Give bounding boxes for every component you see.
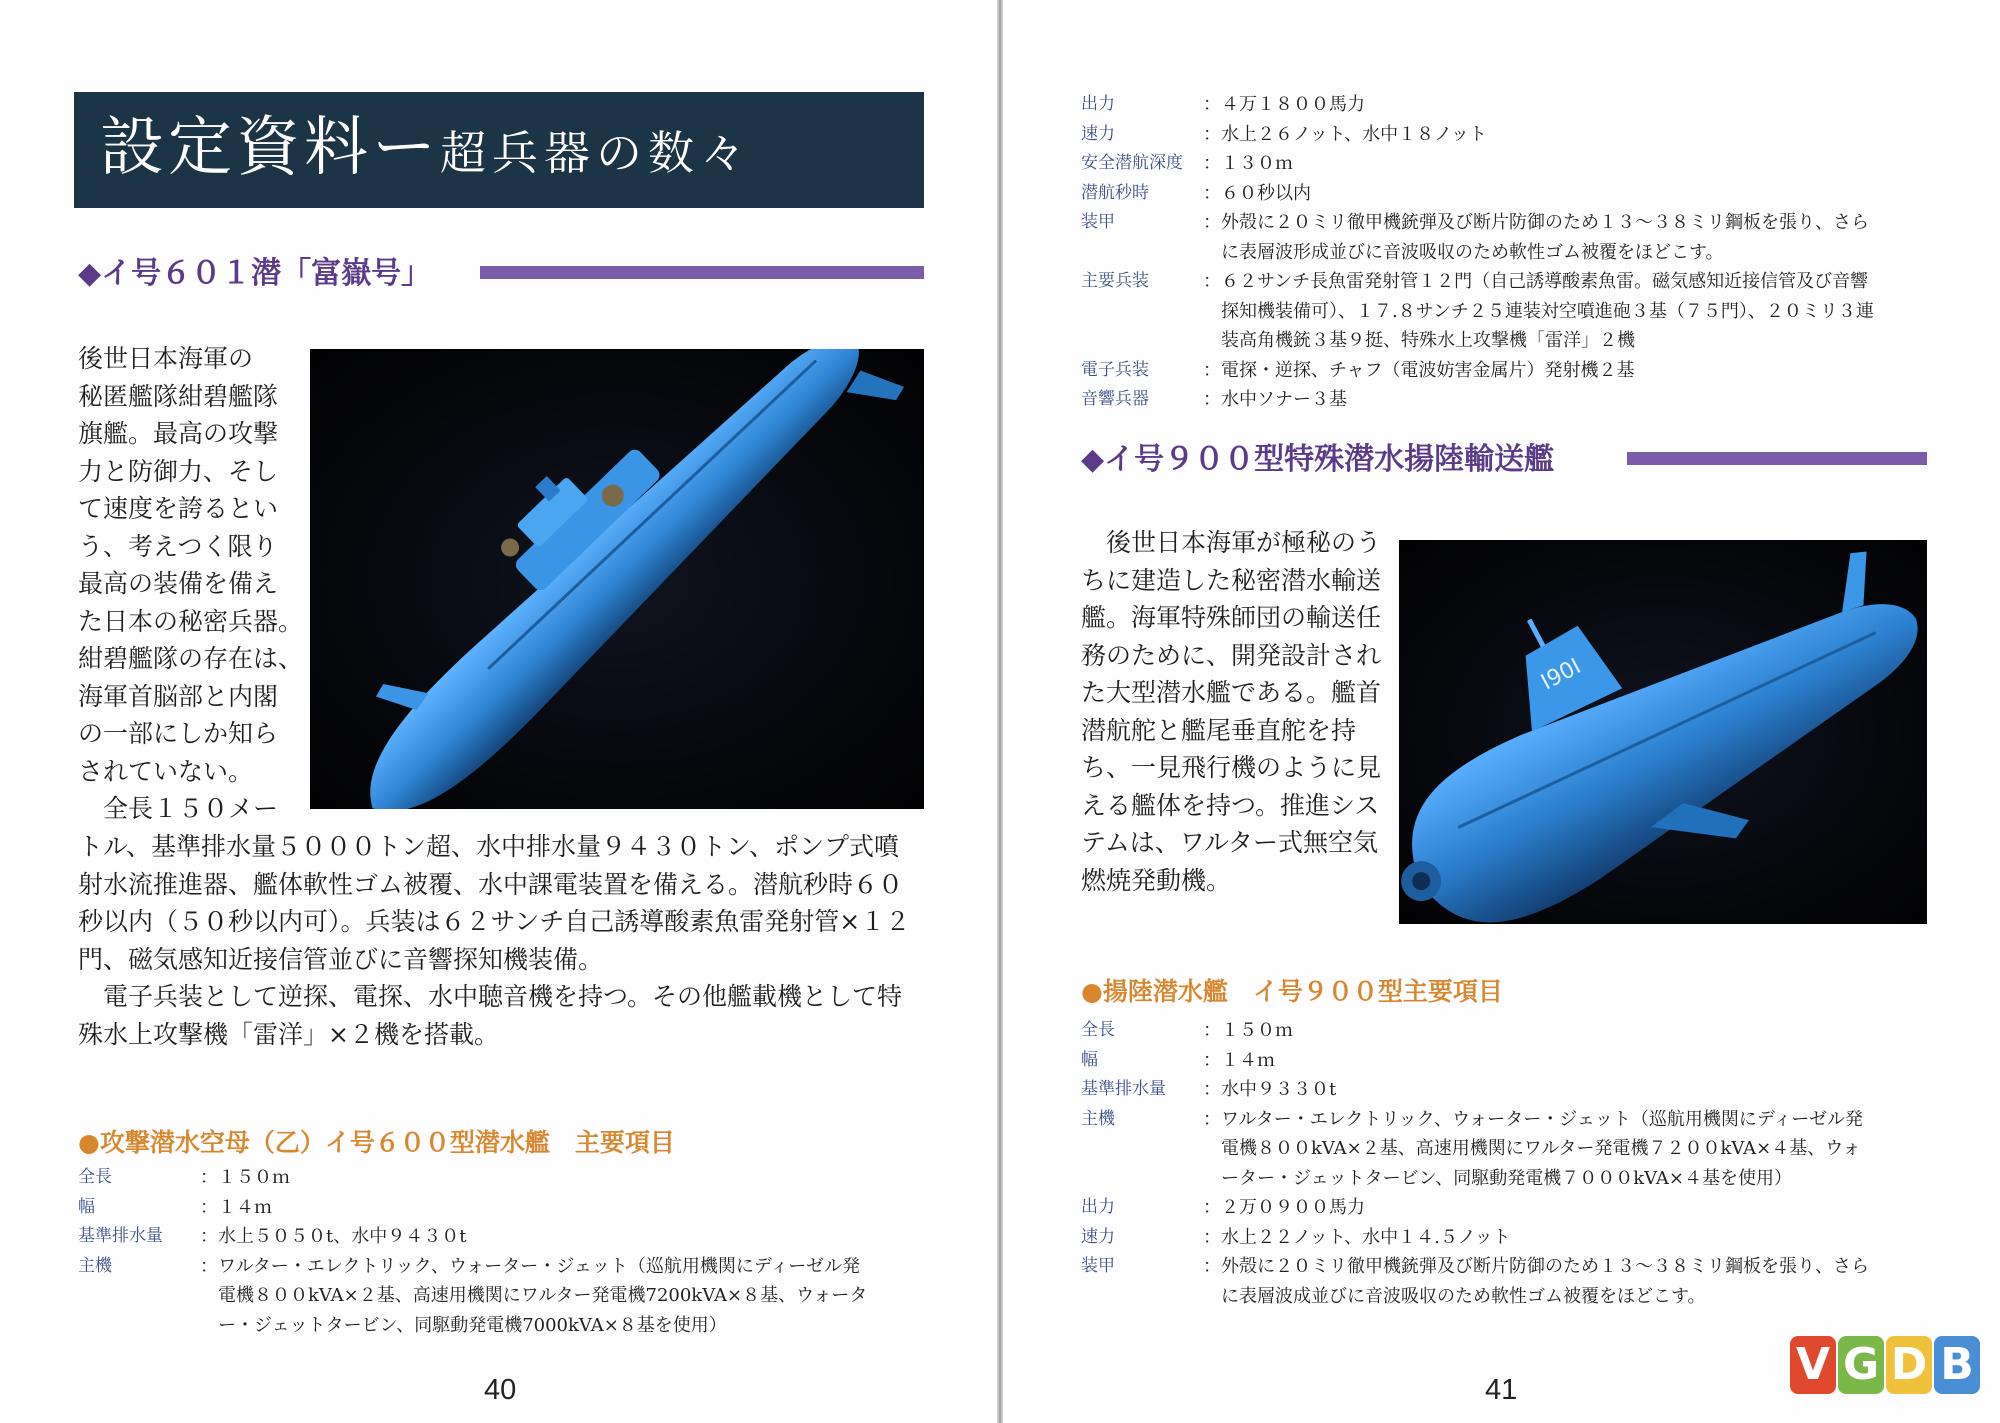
spec-label: 出力 bbox=[1081, 94, 1115, 114]
spec-label: 基準排水量 bbox=[1081, 1079, 1166, 1099]
spec-row bbox=[1081, 356, 1874, 386]
intro-line: の一部にしか知ら bbox=[78, 719, 279, 748]
spec-label: 装甲 bbox=[1081, 212, 1115, 232]
intro-line: ちに建造した秘密潜水輸送 bbox=[1081, 565, 1382, 595]
spec-value-line: に表層波成並びに音波吸収のため軟性ゴム被覆をほどこす。 bbox=[1203, 1285, 1706, 1307]
intro-text-i601 bbox=[78, 340, 303, 828]
page-number-right: 41 bbox=[1485, 1374, 1518, 1406]
spec-value-line: 電機８００kVA×２基、高速用機関にワルター発電機７２００kVA×４基、ウォ bbox=[1203, 1138, 1861, 1159]
spec-table-i601-continued bbox=[1081, 90, 1874, 415]
spec-value-line: ：２万０９００馬力 bbox=[1203, 1197, 1365, 1218]
spec-value bbox=[1203, 149, 1293, 179]
spec-row bbox=[78, 1222, 867, 1252]
intro-line: 潜航舵と艦尾垂直舵を持 bbox=[1081, 715, 1357, 745]
spec-value-line: ：１３０ｍ bbox=[1203, 153, 1293, 174]
spec-value bbox=[1203, 1105, 1863, 1194]
vgdb-watermark bbox=[1790, 1336, 1990, 1406]
page-number-left: 40 bbox=[484, 1374, 517, 1406]
spec-label: 速力 bbox=[1081, 1226, 1115, 1247]
spec-label: 全長 bbox=[1081, 1020, 1115, 1040]
spec-value-line: ：外殻に２０ミリ徹甲機銃弾及び断片防御のため１３～３８ミリ鋼板を張り、さら bbox=[1203, 212, 1869, 233]
spec-value bbox=[200, 1163, 290, 1193]
spec-label: 速力 bbox=[1081, 123, 1115, 144]
spec-label: 幅 bbox=[1081, 1049, 1098, 1070]
intro-line: 秘匿艦隊紺碧艦隊 bbox=[78, 381, 279, 411]
spec-value bbox=[1203, 267, 1874, 356]
spec-label: 幅 bbox=[78, 1196, 95, 1217]
page-title bbox=[100, 112, 752, 189]
watermark-letter-b: B bbox=[1934, 1336, 1980, 1394]
spec-title-i900: ●揚陸潜水艦 イ号９００型主要項目 bbox=[1081, 977, 1503, 1006]
spec-value-line: 電機８００kVA×２基、高速用機関にワルター発電機7200kVA×８基、ウォータ bbox=[200, 1285, 868, 1306]
spec-value bbox=[1203, 1046, 1275, 1076]
spec-value-line: ：水上５０５０t、水中９４３０t bbox=[200, 1226, 467, 1247]
page-right bbox=[1003, 0, 2000, 1423]
spec-value-line: ーター・ジェットタービン、同駆動発電機７０００kVA×４基を使用） bbox=[1203, 1167, 1792, 1189]
intro-line: ち、一見飛行機のように見 bbox=[1081, 753, 1382, 782]
spec-row bbox=[1081, 1016, 1869, 1046]
spec-table-i900 bbox=[1081, 1016, 1869, 1311]
intro-line: て速度を誇るとい bbox=[78, 494, 279, 523]
spec-value bbox=[1203, 356, 1634, 386]
section-rule bbox=[480, 266, 924, 279]
spec-row bbox=[78, 1193, 867, 1223]
spec-title-i600: ●攻撃潜水空母（乙）イ号６００型潜水艦 主要項目 bbox=[78, 1128, 675, 1157]
spec-label: 基準排水量 bbox=[78, 1226, 163, 1246]
spec-row bbox=[78, 1163, 867, 1193]
title-sub-text: 超兵器の数々 bbox=[440, 126, 752, 180]
spec-value-line: ：１４ｍ bbox=[200, 1196, 272, 1218]
intro-line: 艦。海軍特殊師団の輸送任 bbox=[1081, 603, 1382, 632]
spec-value-line: ：水中ソナー３基 bbox=[1203, 389, 1347, 410]
spec-value bbox=[1203, 1193, 1365, 1223]
spec-label: 電子兵装 bbox=[1081, 359, 1149, 380]
spec-row bbox=[1081, 149, 1874, 179]
spec-row bbox=[1081, 1252, 1869, 1311]
spec-value bbox=[1203, 208, 1869, 267]
spec-value-line: ：外殻に２０ミリ徹甲機銃弾及び断片防御のため１３～３８ミリ鋼板を張り、さら bbox=[1203, 1256, 1869, 1277]
submarine-photo-i601 bbox=[310, 349, 924, 809]
intro-line: える艦体を持つ。推進シス bbox=[1081, 790, 1380, 820]
spec-value bbox=[1203, 1223, 1511, 1253]
submarine-photo-i900 bbox=[1399, 540, 1927, 924]
spec-row bbox=[1081, 179, 1874, 209]
body-line: トル、基準排水量５０００トン超、水中排水量９４３０トン、ポンプ式噴 bbox=[78, 832, 900, 861]
spec-value-line: ー・ジェットタービン、同駆動発電機7000kVA×８基を使用） bbox=[200, 1314, 727, 1336]
intro-line: テムは、ワルター式無空気 bbox=[1081, 828, 1379, 857]
spec-value-line: ：６２サンチ長魚雷発射管１２門（自己誘導酸素魚雷。磁気感知近接信管及び音響 bbox=[1203, 271, 1869, 292]
spec-row bbox=[1081, 208, 1874, 267]
spec-label: 潜航秒時 bbox=[1081, 182, 1149, 203]
spec-value-line: ：４万１８００馬力 bbox=[1203, 94, 1365, 115]
body-line: 射水流推進器、艦体軟性ゴム被覆、水中課電装置を備える。潜航秒時６０ bbox=[78, 869, 904, 899]
title-main-text: 設定資料ー bbox=[100, 111, 440, 185]
body-line: 殊水上攻撃機「雷洋」×２機を搭載。 bbox=[78, 1019, 499, 1049]
watermark-letter-v: V bbox=[1790, 1336, 1836, 1394]
spec-value bbox=[1203, 179, 1311, 209]
intro-line: た日本の秘密兵器。 bbox=[78, 606, 304, 636]
spec-label: 主機 bbox=[1081, 1108, 1115, 1129]
spec-label: 主機 bbox=[78, 1255, 112, 1276]
intro-line: 燃焼発動機。 bbox=[1081, 865, 1232, 895]
spec-value bbox=[1203, 385, 1347, 415]
spec-value-line: ：水上２２ノット、水中１４.５ノット bbox=[1203, 1226, 1511, 1248]
submarine-i900-illustration bbox=[1399, 540, 1927, 924]
intro-line: 力と防御力、そし bbox=[78, 456, 279, 486]
intro-line: た大型潜水艦である。艦首 bbox=[1081, 678, 1382, 707]
spec-value-line: ：１５０ｍ bbox=[1203, 1020, 1293, 1041]
spec-value-line: ：ワルター・エレクトリック、ウォーター・ジェット（巡航用機関にディーゼル発 bbox=[1203, 1108, 1864, 1130]
spec-row bbox=[1081, 385, 1874, 415]
intro-line: されていない。 bbox=[78, 756, 254, 786]
intro-line: 海軍首脳部と内閣 bbox=[78, 681, 279, 711]
spec-value-line: に表層波形成並びに音波吸収のため軟性ゴム被覆をほどこす。 bbox=[1203, 241, 1724, 263]
spec-value-line: 探知機装備可）、１７.８サンチ２５連装対空噴進砲３基（７５門）、２０ミリ３連 bbox=[1203, 300, 1874, 322]
body-line: 電子兵装として逆探、電探、水中聴音機を持つ。その他艦載機として特 bbox=[78, 982, 903, 1011]
spec-row bbox=[1081, 267, 1874, 356]
spec-value-line: ：水中９３３０t bbox=[1203, 1079, 1337, 1100]
intro-line: 全長１５０メー bbox=[78, 794, 279, 823]
intro-line: 後世日本海軍が極秘のう bbox=[1081, 528, 1382, 557]
section-title-i900: ◆イ号９００型特殊潜水揚陸輸送艦 bbox=[1081, 442, 1555, 477]
spec-value bbox=[1203, 90, 1365, 120]
spec-value-line: 装高角機銃３基９挺、特殊水上攻撃機「雷洋」２機 bbox=[1203, 330, 1635, 351]
intro-line: 旗艦。最高の攻撃 bbox=[78, 419, 279, 448]
spec-label: 安全潜航深度 bbox=[1081, 153, 1183, 173]
spec-value-line: ：電探・逆探、チャフ（電波妨害金属片）発射機２基 bbox=[1203, 359, 1635, 381]
intro-line: 務のために、開発設計され bbox=[1081, 640, 1382, 670]
spec-label: 主要兵装 bbox=[1081, 271, 1149, 291]
intro-line: 紺碧艦隊の存在は、 bbox=[78, 644, 304, 673]
spec-value bbox=[200, 1193, 272, 1223]
spec-row bbox=[1081, 1105, 1869, 1194]
spec-value bbox=[200, 1222, 466, 1252]
spec-value-line: ：１４ｍ bbox=[1203, 1049, 1275, 1071]
spec-value bbox=[1203, 1252, 1869, 1311]
spec-value bbox=[1203, 1016, 1293, 1046]
intro-line: 最高の装備を備え bbox=[78, 569, 279, 598]
watermark-letter-g: G bbox=[1838, 1336, 1884, 1394]
spec-value-line: ：ワルター・エレクトリック、ウォーター・ジェット（巡航用機関にディーゼル発 bbox=[200, 1255, 861, 1277]
spec-value bbox=[1203, 1075, 1336, 1105]
watermark-letter-d: D bbox=[1886, 1336, 1932, 1394]
spec-label: 装甲 bbox=[1081, 1256, 1115, 1276]
spec-row bbox=[1081, 1193, 1869, 1223]
spec-row bbox=[1081, 1046, 1869, 1076]
intro-line: う、考えつく限り bbox=[78, 531, 278, 561]
spec-value bbox=[200, 1252, 867, 1341]
title-banner bbox=[74, 92, 924, 208]
spec-value-line: ：１５０ｍ bbox=[200, 1167, 290, 1188]
body-line: 門、磁気感知近接信管並びに音響探知機装備。 bbox=[78, 944, 604, 974]
spec-row bbox=[1081, 120, 1874, 150]
intro-text-i900 bbox=[1081, 524, 1381, 899]
spec-row bbox=[78, 1252, 867, 1341]
spec-table-i600 bbox=[78, 1163, 867, 1340]
spec-value-line: ：水上２６ノット、水中１８ノット bbox=[1203, 123, 1487, 145]
hull-number-label: I90I bbox=[1537, 654, 1586, 696]
spec-label: 出力 bbox=[1081, 1197, 1115, 1217]
spec-label: 全長 bbox=[78, 1167, 112, 1187]
section-title-i601: ◆イ号６０１潜「富嶽号」 bbox=[78, 256, 432, 291]
body-line: 秒以内（５０秒以内可）。兵装は６２サンチ自己誘導酸素魚雷発射管×１２ bbox=[78, 907, 911, 936]
spec-row bbox=[1081, 1075, 1869, 1105]
submarine-i601-illustration bbox=[310, 349, 924, 809]
spec-row bbox=[1081, 1223, 1869, 1253]
intro-line: 後世日本海軍の bbox=[78, 344, 254, 373]
spec-value-line: ：６０秒以内 bbox=[1203, 182, 1311, 204]
spec-label: 音響兵器 bbox=[1081, 389, 1149, 409]
body-text-i601 bbox=[78, 828, 910, 1053]
spec-value bbox=[1203, 120, 1487, 150]
section-rule bbox=[1627, 452, 1927, 465]
spec-row bbox=[1081, 90, 1874, 120]
